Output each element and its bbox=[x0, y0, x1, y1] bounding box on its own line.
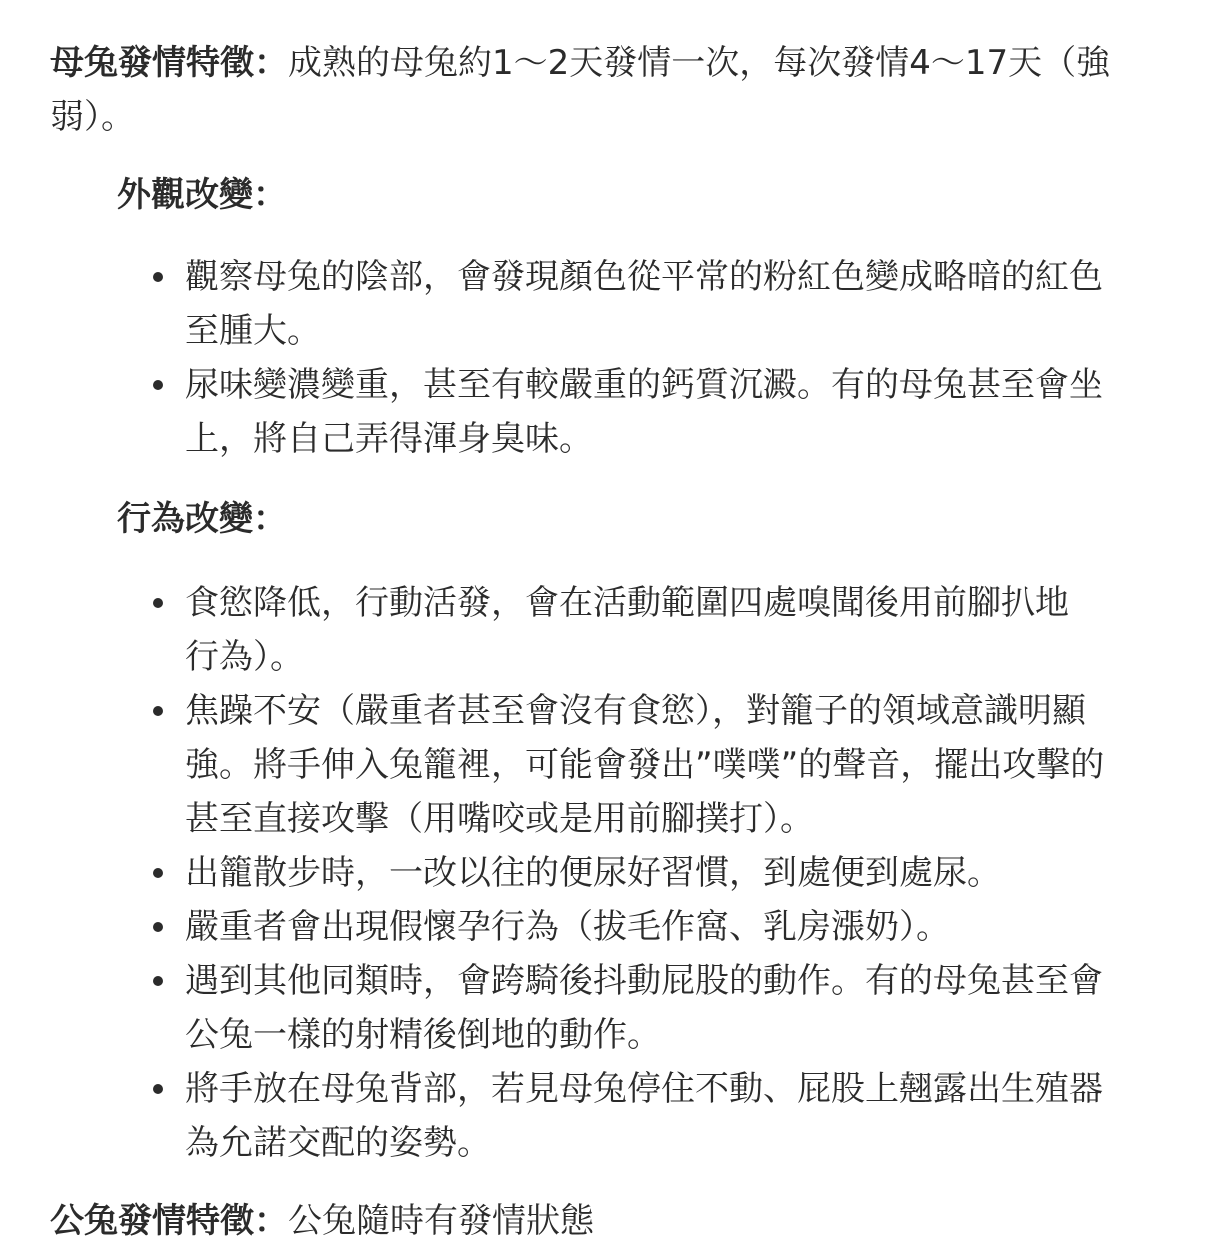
bullet-icon bbox=[153, 976, 163, 986]
female-estrus-line-2: 弱）。 bbox=[50, 97, 135, 137]
appearance-heading: 外觀改變： bbox=[117, 175, 287, 215]
female-estrus-line-1 bbox=[50, 36, 1230, 90]
list-item-line: 公兔一樣的射精後倒地的動作。 bbox=[185, 1015, 661, 1055]
list-item-line: 行為）。 bbox=[185, 637, 304, 677]
female-estrus-text: 成熟的母兔約1～2天發情一次，每次發情4～17天（強 bbox=[288, 43, 1111, 83]
list-item bbox=[0, 250, 1170, 358]
list-item-line: 嚴重者會出現假懷孕行為（拔毛作窩、乳房漲奶）。 bbox=[185, 907, 950, 947]
bullet-icon bbox=[153, 922, 163, 932]
behavior-heading: 行為改變： bbox=[117, 499, 287, 539]
list-item bbox=[0, 954, 1170, 1062]
list-item bbox=[0, 846, 1170, 900]
bullet-icon bbox=[153, 272, 163, 282]
list-item-line: 出籠散步時，一改以往的便尿好習慣，到處便到處尿。 bbox=[185, 853, 1001, 893]
list-item-line: 遇到其他同類時，會跨騎後抖動屁股的動作。有的母兔甚至會 bbox=[185, 961, 1103, 1001]
list-item-line: 尿味變濃變重，甚至有較嚴重的鈣質沉澱。有的母兔甚至會坐 bbox=[185, 365, 1103, 405]
list-item-line: 將手放在母兔背部，若見母兔停住不動、屁股上翹露出生殖器 bbox=[185, 1069, 1103, 1109]
list-item bbox=[0, 684, 1170, 846]
male-estrus-paragraph bbox=[50, 1194, 594, 1248]
list-item-line: 食慾降低，行動活發，會在活動範圍四處嗅聞後用前腳扒地 bbox=[185, 583, 1069, 623]
female-estrus-label: 母兔發情特徵： bbox=[50, 43, 288, 83]
bullet-icon bbox=[153, 380, 163, 390]
male-estrus-text: 公兔隨時有發情狀態 bbox=[288, 1201, 594, 1241]
bullet-icon bbox=[153, 868, 163, 878]
list-item bbox=[0, 1062, 1170, 1170]
list-item-line: 觀察母兔的陰部，會發現顏色從平常的粉紅色變成略暗的紅色 bbox=[185, 257, 1103, 297]
female-estrus-paragraph bbox=[50, 36, 1230, 144]
appearance-list bbox=[0, 250, 1170, 466]
bullet-icon bbox=[153, 598, 163, 608]
list-item-line: 甚至直接攻擊（用嘴咬或是用前腳撲打）。 bbox=[185, 799, 814, 839]
list-item-line: 至腫大。 bbox=[185, 311, 321, 351]
list-item-line: 為允諾交配的姿勢。 bbox=[185, 1123, 491, 1163]
list-item bbox=[0, 900, 1170, 954]
bullet-icon bbox=[153, 1084, 163, 1094]
list-item-line: 焦躁不安（嚴重者甚至會沒有食慾），對籠子的領域意識明顯 bbox=[185, 691, 1086, 731]
list-item-line: 強。將手伸入兔籠裡，可能會發出”噗噗”的聲音，擺出攻擊的 bbox=[185, 745, 1105, 785]
bullet-icon bbox=[153, 706, 163, 716]
list-item bbox=[0, 576, 1170, 684]
list-item bbox=[0, 358, 1170, 466]
male-estrus-label: 公兔發情特徵： bbox=[50, 1201, 288, 1241]
list-item-line: 上，將自己弄得渾身臭味。 bbox=[185, 419, 593, 459]
behavior-list bbox=[0, 576, 1170, 1170]
